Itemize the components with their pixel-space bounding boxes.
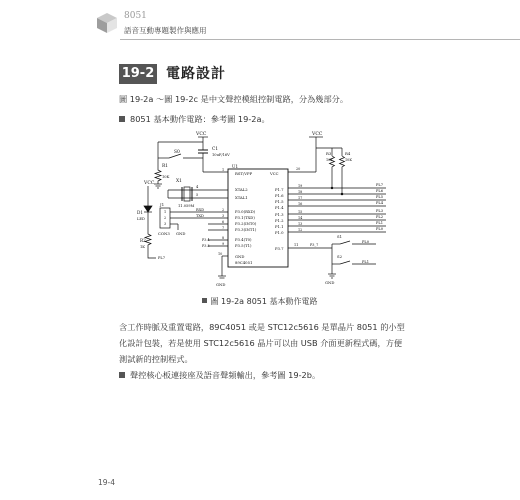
j1-pin1: 1 bbox=[164, 210, 167, 214]
chip-p31-label: P3.1(TXD) bbox=[235, 215, 255, 220]
vcc-label-led: VCC bbox=[144, 181, 155, 186]
body-line-1: 含工作時脈及重置電路，89C4051 或是 STC12c5616 是單晶片 8051 的小型 bbox=[119, 322, 405, 332]
r3-value: 10K bbox=[326, 158, 333, 162]
pin10-label: 10 bbox=[218, 252, 223, 256]
pin18-label: 18 bbox=[298, 190, 303, 194]
pin3-label: 3 bbox=[222, 214, 225, 218]
pin9-label: 9 bbox=[222, 242, 225, 246]
c1-label: C1 bbox=[212, 147, 219, 152]
led-label: LED bbox=[137, 217, 145, 221]
chip-p37-label: P3.7 bbox=[275, 246, 284, 251]
chip-p12-label: P1.2 bbox=[275, 218, 284, 223]
section-number-badge: 19-2 bbox=[119, 64, 157, 84]
pin16-label: 16 bbox=[298, 202, 303, 206]
chip-p13-label: P1.3 bbox=[275, 212, 284, 217]
bullet-core-board-text: 聲控核心板連接座及語音聲頻輸出，參考圖 19-2b。 bbox=[130, 370, 321, 380]
header-chip-label: 8051 bbox=[124, 11, 147, 21]
pl0-out-label: PL0 bbox=[376, 227, 384, 231]
body-line-3: 測試新的控制程式。 bbox=[119, 354, 193, 364]
r2-label: R2 bbox=[140, 238, 146, 243]
p35-net-label: P3.5 bbox=[202, 244, 210, 248]
bullet-basic-circuit-text: 8051 基本動作電路：參考圖 19-2a。 bbox=[130, 114, 270, 124]
bullet-core-board bbox=[119, 368, 320, 383]
chip-p16-label: P1.6 bbox=[275, 193, 284, 198]
gnd-label-j1: GND bbox=[176, 231, 186, 236]
pl4-out-label: PL4 bbox=[376, 201, 384, 205]
pin13-label: 13 bbox=[298, 222, 303, 226]
chip-xtal1-label: XTAL1 bbox=[235, 195, 248, 200]
j1-pin3: 3 bbox=[164, 222, 167, 226]
pl5-out-label: PL5 bbox=[376, 195, 384, 199]
pin12-label: 12 bbox=[298, 228, 303, 232]
pin20-label: 20 bbox=[296, 167, 301, 171]
vcc-label-pullup: VCC bbox=[312, 132, 323, 137]
s2-label: S2 bbox=[337, 254, 343, 259]
chip-xtal2-label: XTAL2 bbox=[235, 187, 248, 192]
pl0-switch-label: PL0 bbox=[362, 240, 370, 244]
j1-label: J1 bbox=[160, 202, 165, 207]
r1-label: R1 bbox=[162, 164, 169, 169]
pin5-label: 5 bbox=[196, 193, 199, 197]
r1-value: 10K bbox=[162, 175, 170, 179]
chip-gnd-label: GND bbox=[235, 254, 245, 259]
pl3-out-label: PL3 bbox=[376, 209, 384, 213]
s1-label: S1 bbox=[337, 234, 343, 239]
pin11-label: 11 bbox=[294, 243, 299, 247]
pl1-out-label: PL1 bbox=[376, 221, 384, 225]
chip-p30-label: P3.0(RXD) bbox=[235, 209, 256, 214]
chip-p14-label: P1.4 bbox=[275, 205, 284, 210]
rxd-label: RXD bbox=[196, 208, 205, 212]
x1-label: X1 bbox=[176, 179, 182, 184]
pl1-switch-label: PL1 bbox=[362, 260, 370, 264]
pin6-label: 6 bbox=[222, 220, 225, 224]
pin19-label: 19 bbox=[298, 184, 303, 188]
txd-label: TXD bbox=[196, 214, 204, 218]
bullet-square-icon bbox=[119, 372, 125, 378]
chip-p11-label: P1.1 bbox=[275, 224, 284, 229]
con3-label: CON3 bbox=[158, 231, 170, 236]
d1-label: D1 bbox=[137, 210, 144, 215]
p37-net-label: P3_7 bbox=[310, 243, 319, 247]
caption-square-icon bbox=[202, 298, 207, 303]
body-line-2: 化設計包裝，若是使用 STC12c5616 晶片可以由 USB 介面更新程式碼，方便 bbox=[119, 338, 403, 348]
x1-value: 11.059M bbox=[178, 204, 195, 208]
figure-caption bbox=[0, 296, 520, 307]
pin7-label: 7 bbox=[222, 226, 225, 230]
r4-value: 10K bbox=[345, 158, 352, 162]
r2-value: 1K bbox=[140, 245, 145, 249]
intro-paragraph: 圖 19-2a ～圖 19-2c 是中文聲控模組控制電路，分為幾部分。 bbox=[119, 94, 349, 104]
chip-part-label: 89C4051 bbox=[235, 260, 253, 265]
chip-rst-label: RST/VPP bbox=[235, 171, 253, 176]
chip-p35-label: P3.5(T1) bbox=[235, 243, 252, 248]
header-divider bbox=[120, 39, 520, 40]
pin17-label: 17 bbox=[298, 196, 303, 200]
pin14-label: 14 bbox=[298, 216, 303, 220]
bullet-square-icon bbox=[119, 116, 125, 122]
j1-pin2: 2 bbox=[164, 216, 167, 220]
r3-label: R3 bbox=[326, 151, 332, 156]
pl6-out-label: PL6 bbox=[376, 189, 384, 193]
chip-p33-label: P3.3(INT1) bbox=[235, 227, 257, 232]
vcc-label-reset: VCC bbox=[196, 132, 207, 137]
schematic-diagram bbox=[136, 128, 398, 290]
pin1-label: 1 bbox=[222, 168, 225, 172]
pin2-label: 2 bbox=[222, 208, 225, 212]
page-number: 19-4 bbox=[98, 478, 116, 487]
section-title: 電路設計 bbox=[166, 66, 226, 82]
chip-p34-label: P3.4(T0) bbox=[235, 237, 252, 242]
pl7-led-label: PL7 bbox=[158, 256, 166, 260]
s0-label: S0 bbox=[174, 150, 180, 155]
header-cube-icon bbox=[96, 12, 118, 34]
pin4-label: 4 bbox=[196, 185, 199, 189]
chip-p32-label: P3.2(INT0) bbox=[235, 221, 257, 226]
gnd-label-chip: GND bbox=[216, 282, 226, 287]
c1-value: 10uF/16V bbox=[212, 153, 230, 157]
chip-p10-label: P1.0 bbox=[275, 230, 284, 235]
chip-p17-label: P1.7 bbox=[275, 187, 284, 192]
chip-p15-label: P1.5 bbox=[275, 199, 284, 204]
p34-net-label: P3.4 bbox=[202, 238, 210, 242]
pin15-label: 15 bbox=[298, 210, 303, 214]
pin8-label: 8 bbox=[222, 236, 225, 240]
pl7-out-label: PL7 bbox=[376, 183, 384, 187]
gnd-label-switches: GND bbox=[325, 280, 335, 285]
chip-vcc-label: VCC bbox=[270, 171, 279, 176]
bullet-basic-circuit bbox=[119, 112, 270, 127]
r4-label: R4 bbox=[345, 151, 351, 156]
figure-caption-text: 圖 19-2a 8051 基本動作電路 bbox=[210, 297, 318, 306]
header-book-title: 語音互動專題製作與應用 bbox=[124, 26, 207, 35]
schematic-figure bbox=[136, 128, 398, 290]
pl2-out-label: PL2 bbox=[376, 215, 384, 219]
u1-label: U1 bbox=[232, 164, 239, 169]
